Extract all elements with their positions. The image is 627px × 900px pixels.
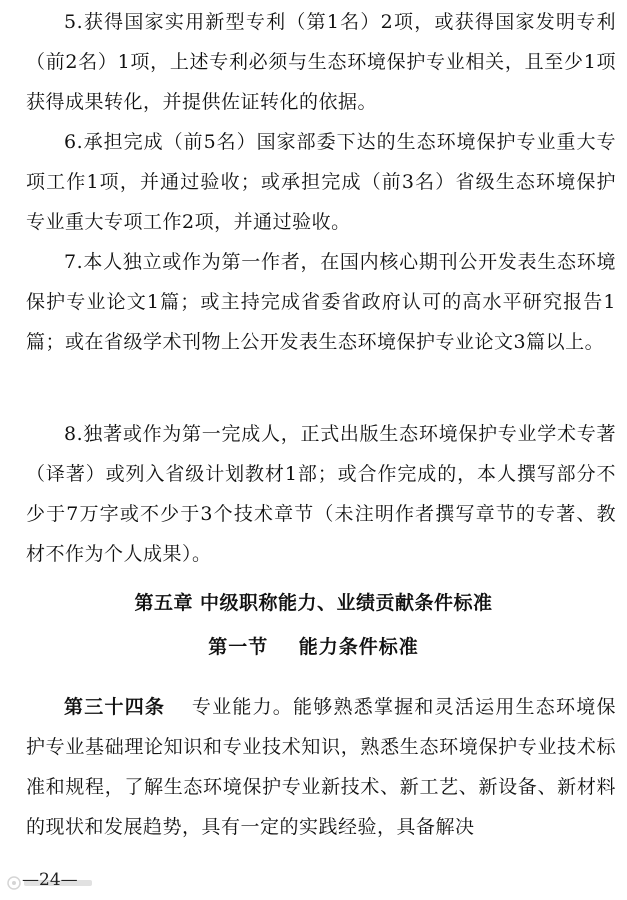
article-34-label: 第三十四条 — [64, 696, 166, 718]
item-6-paragraph: 6.承担完成（前5名）国家部委下达的生态环境保护专业重大专项工作1项，并通过验收；或承担完成（前3名）省级生态环境保护专业重大专项工作2项，并通过验收。 — [26, 131, 616, 233]
page-number: —24— — [22, 870, 78, 890]
item-8-paragraph: 8.独著或作为第一完成人，正式出版生态环境保护专业学术专著（译著）或列入省级计划教材1部；或合作完成的，本人撰写部分不少于7万字或不少于3个技术章节（未注明作者撰写章节的专著、教材不作为个人成果）。 — [26, 423, 616, 565]
chapter-title: 第五章 中级职称能力、业绩贡献条件标准 — [134, 592, 493, 614]
article-34-text: 专业能力。能够熟悉掌握和灵活运用生态环境保护专业基础理论知识和专业技术知识，熟悉生态环境保护专业技术标准和规程，了解生态环境保护专业新技术、新工艺、新设备、新材料的现状和发展趋势，具有一定的实践经验，具备解决 — [26, 696, 616, 838]
article-34-paragraph — [26, 687, 616, 847]
item-5-paragraph: 5.获得国家实用新型专利（第1名）2项，或获得国家发明专利（前2名）1项，上述专利必须与生态环境保护专业相关，且至少1项获得成果转化，并提供佐证转化的依据。 — [26, 11, 616, 113]
section-title: 第一节 能力条件标准 — [208, 636, 419, 658]
item-7-paragraph: 7.本人独立或作为第一作者，在国内核心期刊公开发表生态环境保护专业论文1篇；或主持完成省委省政府认可的高水平研究报告1篇；或在省级学术刊物上公开发表生态环境保护专业论文3篇以上。 — [26, 251, 616, 353]
